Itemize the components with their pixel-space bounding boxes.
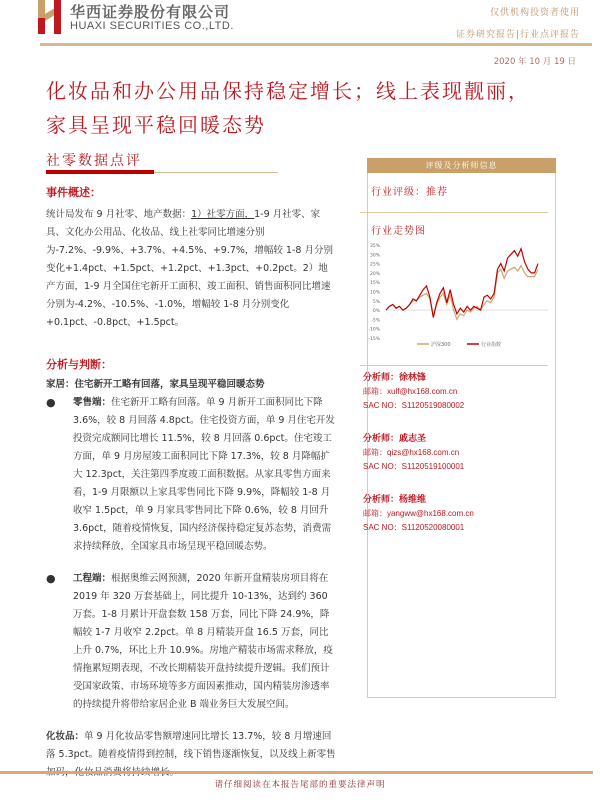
y-tick-label: 10% <box>369 290 380 296</box>
y-tick-label: 30% <box>369 253 380 259</box>
report-date: 2020 年 10 月 19 日 <box>493 57 576 67</box>
company-name-en: HUAXI SECURITIES CO.,LTD. <box>70 20 234 32</box>
report-title: 化妆品和办公用品保持稳定增长；线上表现靓丽，家具呈现平稳回暖态势 <box>46 79 530 137</box>
section-rule <box>154 172 278 173</box>
panel-divider <box>360 365 548 366</box>
legend-label: 行业指数 <box>481 342 502 348</box>
event-text-underline: 1）社零方面， <box>191 209 255 220</box>
bullet-label: 零售端： <box>73 397 112 408</box>
event-text <box>46 206 336 332</box>
industry-trend-chart <box>362 238 552 348</box>
y-tick-label: 15% <box>369 281 380 287</box>
event-text-pre: 统计局发布 9 月社零、地产数据： <box>46 209 192 220</box>
bullet-engineering <box>46 570 336 714</box>
main-content <box>46 184 336 782</box>
y-tick-label: -15% <box>368 337 380 342</box>
huaxi-logo-icon <box>38 0 62 34</box>
bullet-retail <box>46 394 336 556</box>
report-type: 证券研究报告|行业点评报告 <box>455 30 580 40</box>
footer-divider <box>0 771 593 774</box>
panel-header: 评级及分析师信息 <box>367 158 556 173</box>
y-tick-label: 35% <box>369 244 380 249</box>
bullet-dot-icon: ● <box>46 396 56 409</box>
bullet-dot-icon: ● <box>46 572 56 585</box>
event-heading: 事件概述： <box>46 186 101 199</box>
y-tick-label: 25% <box>369 262 380 268</box>
analyst-email[interactable]: 邮箱：xulf@hx168.com.cn <box>363 387 458 396</box>
cosmetics-text: 单 9 月化妆品零售额增速同比增长 13.7%，较 8 月增速回落 5.3pct。随着疫情得到控制，线下销售逐渐恢复，以及线上新零售 <box>46 731 336 760</box>
analyst-sac: SAC NO：S1120519080002 <box>363 401 465 410</box>
analyst-entry <box>363 431 548 472</box>
y-tick-label: 20% <box>369 271 380 277</box>
series-line-1 <box>386 249 538 318</box>
analyst-name: 分析师：徐林锋 <box>363 373 427 383</box>
cosmetics-label: 化妆品： <box>46 731 85 742</box>
y-tick-label: -5% <box>371 318 380 324</box>
analyst-entry <box>363 370 548 411</box>
analyst-email[interactable]: 邮箱：yangww@hx168.com.cn <box>363 509 474 518</box>
analyst-email[interactable]: 邮箱：qizs@hx168.com.cn <box>363 448 460 457</box>
company-name-cn: 华西证券股份有限公司 <box>70 3 231 21</box>
analyst-name: 分析师：杨维维 <box>363 495 427 505</box>
furniture-heading: 家居：住宅新开工略有回落，家具呈现平稳回暖态势 <box>46 379 265 390</box>
legend-label: 沪深300 <box>431 342 451 348</box>
y-tick-label: 0% <box>372 309 380 315</box>
chart-title: 行业走势图 <box>371 226 426 237</box>
analysis-heading: 分析与判断： <box>46 358 112 371</box>
analyst-list <box>363 370 548 533</box>
header-divider <box>40 43 592 46</box>
section-title: 社零数据点评 <box>46 153 142 169</box>
analyst-entry <box>363 492 548 533</box>
audience-note: 仅供机构投资者使用 <box>489 8 580 18</box>
y-tick-label: 5% <box>372 299 380 305</box>
analyst-name: 分析师：戚志圣 <box>363 434 427 444</box>
analyst-sac: SAC NO：S1120520080001 <box>363 523 465 532</box>
y-tick-label: -10% <box>368 327 380 333</box>
industry-rating: 行业评级：推荐 <box>371 187 448 198</box>
analyst-sac: SAC NO：S1120519100001 <box>363 462 465 471</box>
bullet-label: 工程端： <box>73 573 112 584</box>
series-line-0 <box>386 266 538 320</box>
legal-notice: 请仔细阅读在本报告尾部的重要法律声明 <box>214 780 386 790</box>
section-underline <box>46 170 154 174</box>
bullet-text: 根据奥维云网预测，2020 年新开盘精装房项目将在 2019 年 320 万套基础上，同比提升 10-13%，达到约 360 万套。1-8 月累计开盘套数 158 万套，同比下降 24.9%，降幅较 1-7 月收窄 2.2pct。单 8 月精装开盘 16.5 万套，同比上升 0.7%，环比上升 10.9%。房地产精装市场需求释放，疫情拖累短期表现，不改长期精装开盘持续提升逻辑。我们预计受国家政策、市场环境等多方面因素推动，国内精装房渗透率的持续提升将带给家居企业 B 端业务巨大发展空间。 <box>73 573 333 710</box>
bullet-text: 住宅新开工略有回落。单 9 月新开工面积同比下降 3.6%，较 8 月回落 4.8pct。住宅投资方面，单 9 月住宅开发投资完成额同比增长 11.5%，较 8 月回落 0.6pct。住宅竣工方面，单 9 月房屋竣工面积同比下降 17.3%，较 8 月降幅扩大 12.3pct，关注第四季度竣工面积数据。从家具零售方面来看，1-9 月限额以上家具零售同比下降 9.9%，降幅较 1-8 月收窄 1.5pct，单 9 月家具零售同比下降 0.6%，较 8 月回升 3.6pct，随着疫情恢复，国内经济保持稳定复苏态势，消费需求持续释放，全国家具市场呈现平稳回暖态势。 <box>73 397 335 552</box>
panel-divider <box>360 212 548 213</box>
event-text-post: 1-9 月社零、家具、文化办公用品、化妆品、线上社零同比增速分别为-7.2%、-9.9%、+3.7%、+4.5%、+9.7%，增幅较 1-8 月分别变化+1.4pct、+1.5pct、+1.2pct、+1.3pct、+0.2pct。2）地产方面，1-9 月全国住宅新开工面积、竣工面积、销售面积同比增速分别为-4.2%、-10.5%、-1.0%，增幅较 1-8 月分别变化+0.1pct、-0.8pct、+1.5pct。 <box>46 209 333 328</box>
